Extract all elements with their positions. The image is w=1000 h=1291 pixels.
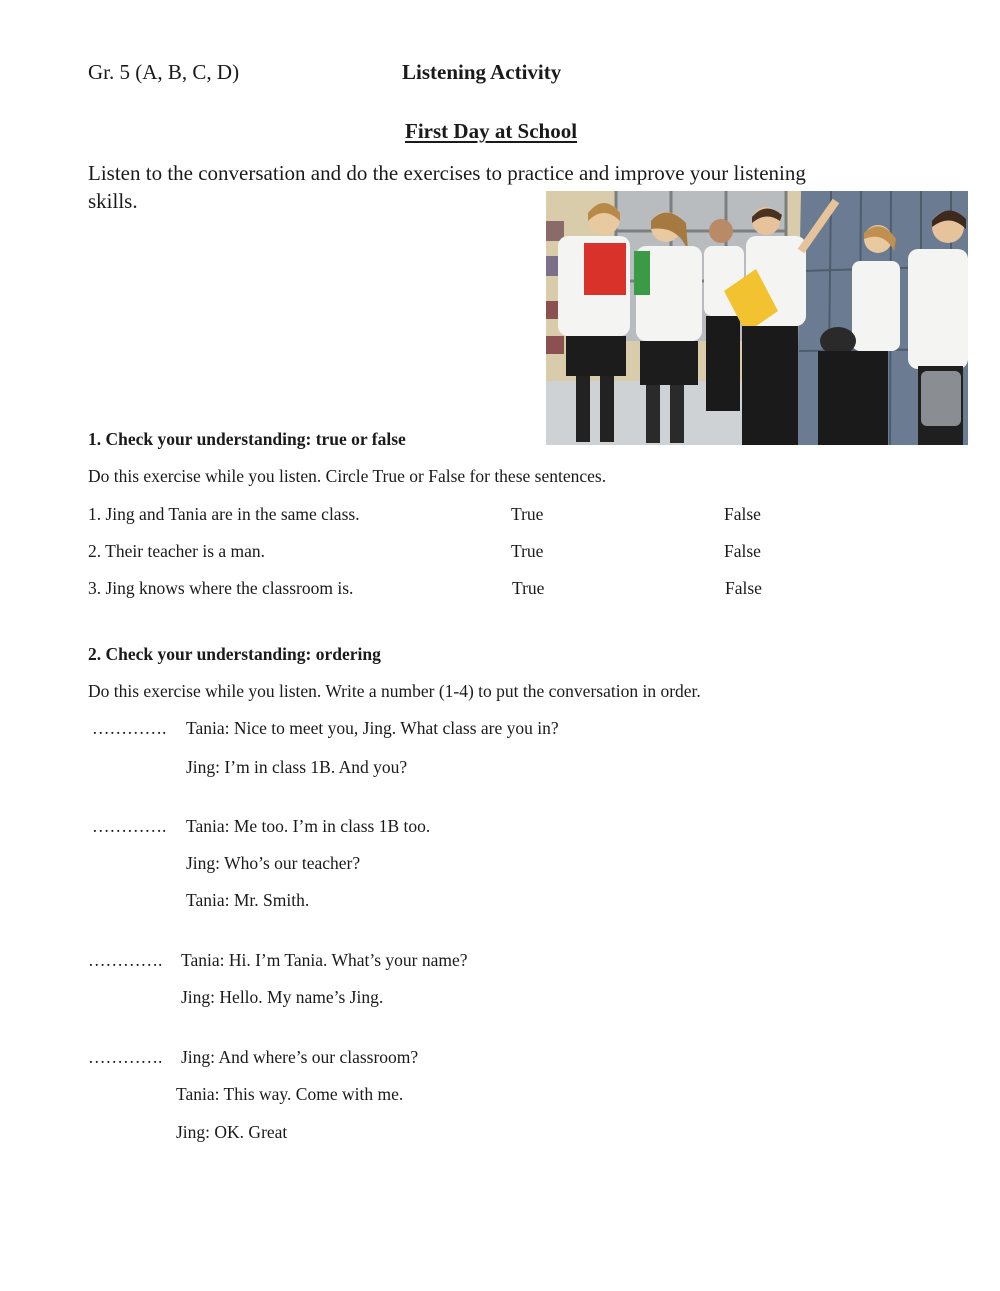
tf-true-option-2[interactable]: True [511,541,544,561]
section2-heading: 2. Check your understanding: ordering [88,644,381,664]
grade-label: Gr. 5 (A, B, C, D) [88,60,240,84]
page-title: First Day at School [405,119,578,143]
order-blank-2[interactable]: …………. [92,816,167,836]
tf-true-option-1[interactable]: True [511,504,544,524]
dialogue-line: Jing: OK. Great [176,1122,288,1142]
dialogue-line: Tania: Mr. Smith. [186,890,310,910]
tf-statement-2: 2. Their teacher is a man. [88,541,266,561]
tf-false-option-2[interactable]: False [724,541,761,561]
tf-statement-1: 1. Jing and Tania are in the same class. [88,504,360,524]
order-blank-4[interactable]: …………. [88,1047,163,1067]
section2-instruction: Do this exercise while you listen. Write a number (1-4) to put the conversation in order. [88,681,701,701]
dialogue-line: Jing: I’m in class 1B. And you? [186,757,408,777]
tf-true-option-3[interactable]: True [512,578,545,598]
tf-false-option-1[interactable]: False [724,504,761,524]
activity-title: Listening Activity [402,60,562,84]
intro-line-1: Listen to the conversation and do the exercises to practice and improve your listening [88,161,806,185]
dialogue-line: Tania: Nice to meet you, Jing. What class are you in? [186,718,559,738]
tf-false-option-3[interactable]: False [725,578,762,598]
dialogue-line: Tania: This way. Come with me. [176,1084,404,1104]
students-hallway-photo [546,191,968,445]
section1-heading: 1. Check your understanding: true or false [88,429,406,449]
tf-statement-3: 3. Jing knows where the classroom is. [88,578,354,598]
dialogue-line: Jing: Who’s our teacher? [186,853,361,873]
dialogue-line: Tania: Me too. I’m in class 1B too. [186,816,431,836]
order-blank-1[interactable]: …………. [92,718,167,738]
dialogue-line: Jing: And where’s our classroom? [181,1047,419,1067]
order-blank-3[interactable]: …………. [88,950,163,970]
section1-instruction: Do this exercise while you listen. Circle True or False for these sentences. [88,466,607,486]
dialogue-line: Jing: Hello. My name’s Jing. [181,987,384,1007]
intro-line-2: skills. [88,189,138,213]
dialogue-line: Tania: Hi. I’m Tania. What’s your name? [181,950,468,970]
